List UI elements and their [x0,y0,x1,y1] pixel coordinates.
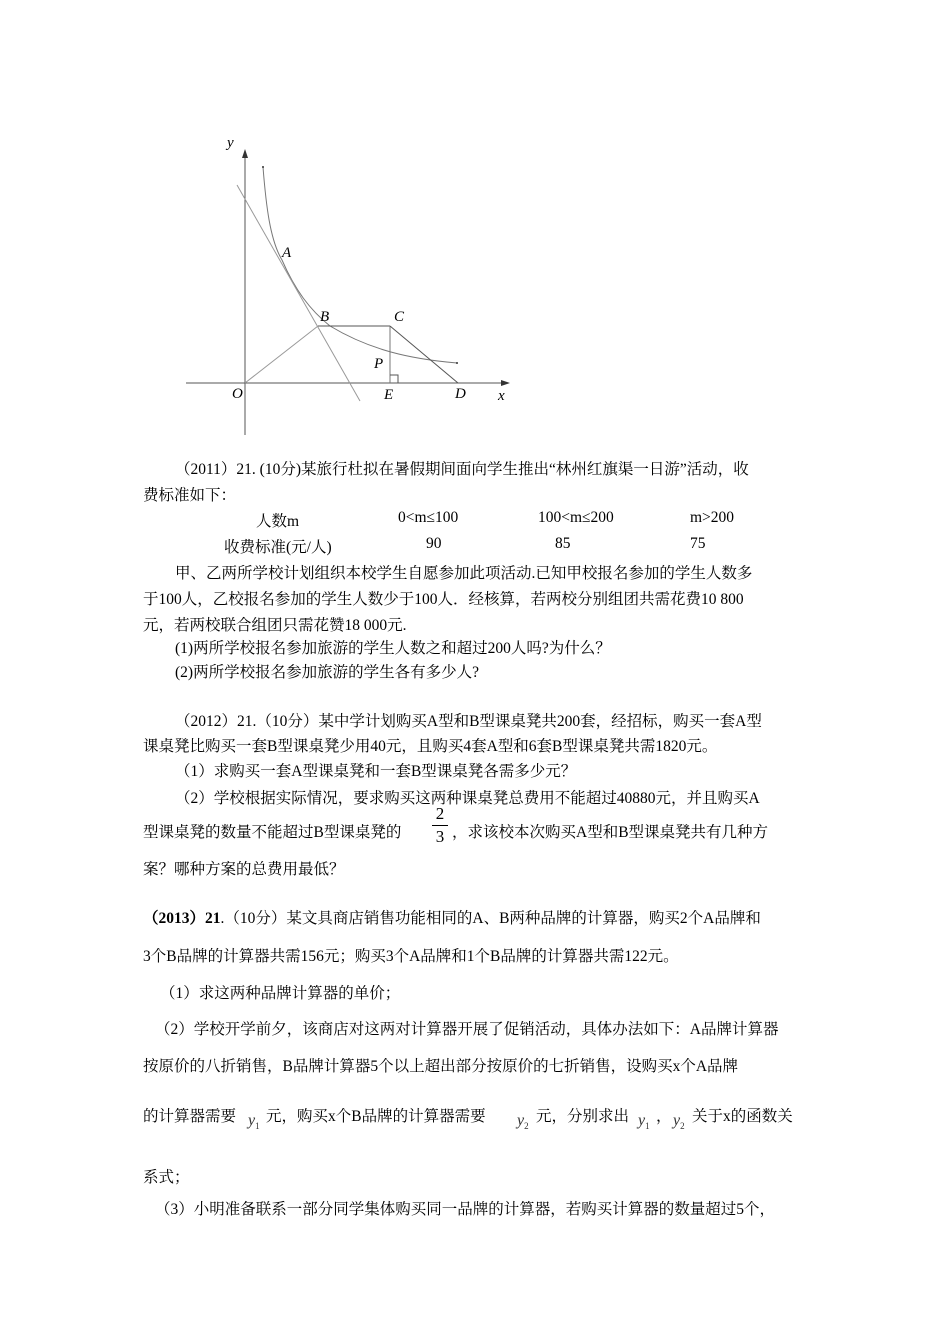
variable-y1-b [638,1112,650,1131]
p2013-question2b: 按原价的八折销售，B品牌计算器5个以上超出部分按原价的七折销售，设购买x个A品牌 [143,1058,739,1075]
p2012-line2: 课桌凳比购买一套B型课桌凳少用40元，且购买4套A型和6套B型课桌凳共需1820元。 [143,738,718,755]
p2013-question2c-1: 的计算器需要 [143,1108,237,1125]
fee-table-price1: 90 [426,535,442,552]
var-y: y [248,1112,256,1129]
segment-OB [245,326,318,383]
fraction-denominator: 3 [435,827,445,846]
function-graph-figure [170,125,530,445]
p2012-line1: （2012）21.（10分）某中学计划购买A型和B型课桌凳共200套，经招标，购买一套A型 [175,713,762,730]
variable-y1-a [248,1112,260,1131]
fee-table-price2: 85 [555,535,571,552]
fee-table-header-people: 人数m [256,513,300,530]
variable-y2-a [517,1112,529,1131]
label-y: y [227,135,234,151]
p2011-line1: （2011）21. (10分)某旅行杜拟在暑假期间面向学生推出“林州红旗渠一日游”活动，收 [175,461,749,478]
p2013-question2c-5: 关于x的函数关 [692,1108,793,1125]
fraction-bar [432,825,448,826]
var-y: y [638,1112,646,1129]
line-AB [237,185,360,401]
p2013-question1: （1）求这两种品牌计算器的单价； [160,985,401,1002]
right-angle-mark [390,375,398,383]
p2011-line4: 于100人，乙校报名参加的学生人数少于100人．经核算，若两校分别组团共需花费10 800 [143,591,744,608]
label-P: P [374,356,384,372]
y-axis-arrow [242,149,248,158]
fraction-two-thirds [432,804,448,847]
fee-table-label-price: 收费标准(元/人) [224,539,332,556]
label-x: x [498,388,505,404]
label-D: D [455,386,466,402]
p2013-line1-text: .（10分）某文具商店销售功能相同的A、B两种品牌的计算器，购买2个A品牌和 [220,910,761,927]
fee-table-header-range2: 100<m≤200 [538,509,614,526]
label-B: B [320,309,330,325]
p2011-question1: (1)两所学校报名参加旅游的学生人数之和超过200人吗?为什么？ [175,640,611,657]
p2011-line3: 甲、乙两所学校计划组织本校学生自愿参加此项活动.已知甲校报名参加的学生人数多 [175,565,753,582]
label-A: A [282,245,292,261]
p2011-line2: 费标准如下： [143,487,237,504]
p2011-line5: 元，若两校联合组团只需花赞18 000元. [143,617,407,634]
p2013-question2c-3: 元，分别求出 [536,1108,630,1125]
p2012-question2b-pre: 型课桌凳的数量不能超过B型课桌凳的 [143,824,402,841]
graph-svg [170,125,530,445]
var-y: y [517,1112,525,1129]
p2013-year-label: （2013）21 [143,910,221,927]
p2012-question2c: 案？哪种方案的总费用最低？ [143,861,345,878]
p2013-line1 [143,906,761,928]
var-sub-1: 1 [645,1121,650,1132]
label-C: C [394,309,405,325]
fraction-numerator: 2 [435,804,445,823]
p2012-question1: （1）求购买一套A型课桌凳和一套B型课桌凳各需多少元？ [175,763,577,780]
p2012-question2b-post: ，求该校本次购买A型和B型课桌凳共有几种方 [452,824,769,841]
var-sub-2: 2 [680,1121,685,1132]
fee-table-price3: 75 [690,535,706,552]
p2011-question2: (2)两所学校报名参加旅游的学生各有多少人? [175,664,479,681]
fee-table-header-range3: m>200 [690,509,735,526]
var-sub-2: 2 [524,1121,529,1132]
variable-y2-b [673,1112,685,1131]
curve-end-dot [262,166,264,168]
p2013-question2a: （2）学校开学前夕，该商店对这两对计算器开展了促销活动，具体办法如下：A品牌计算器 [155,1021,779,1038]
p2013-question2c-4: ， [656,1108,672,1125]
curve-end-dot-2 [456,362,458,364]
p2013-question2d: 系式； [143,1169,190,1186]
p2013-question3: （3）小明准备联系一部分同学集体购买同一品牌的计算器，若购买计算器的数量超过5个， [155,1201,776,1218]
hyperbola-curve [263,167,457,363]
p2013-line2: 3个B品牌的计算器共需156元；购买3个A品牌和1个B品牌的计算器共需122元。 [143,948,679,965]
var-sub-1: 1 [255,1121,260,1132]
var-y: y [673,1112,681,1129]
x-axis-arrow [501,380,510,386]
fee-table-header-range1: 0<m≤100 [398,509,459,526]
p2012-question2a: （2）学校根据实际情况，要求购买这两种课桌凳总费用不能超过40880元，并且购买A [175,790,760,807]
p2013-question2c-2: 元，购买x个B品牌的计算器需要 [266,1108,486,1125]
label-E: E [384,387,394,403]
label-O: O [232,386,243,402]
